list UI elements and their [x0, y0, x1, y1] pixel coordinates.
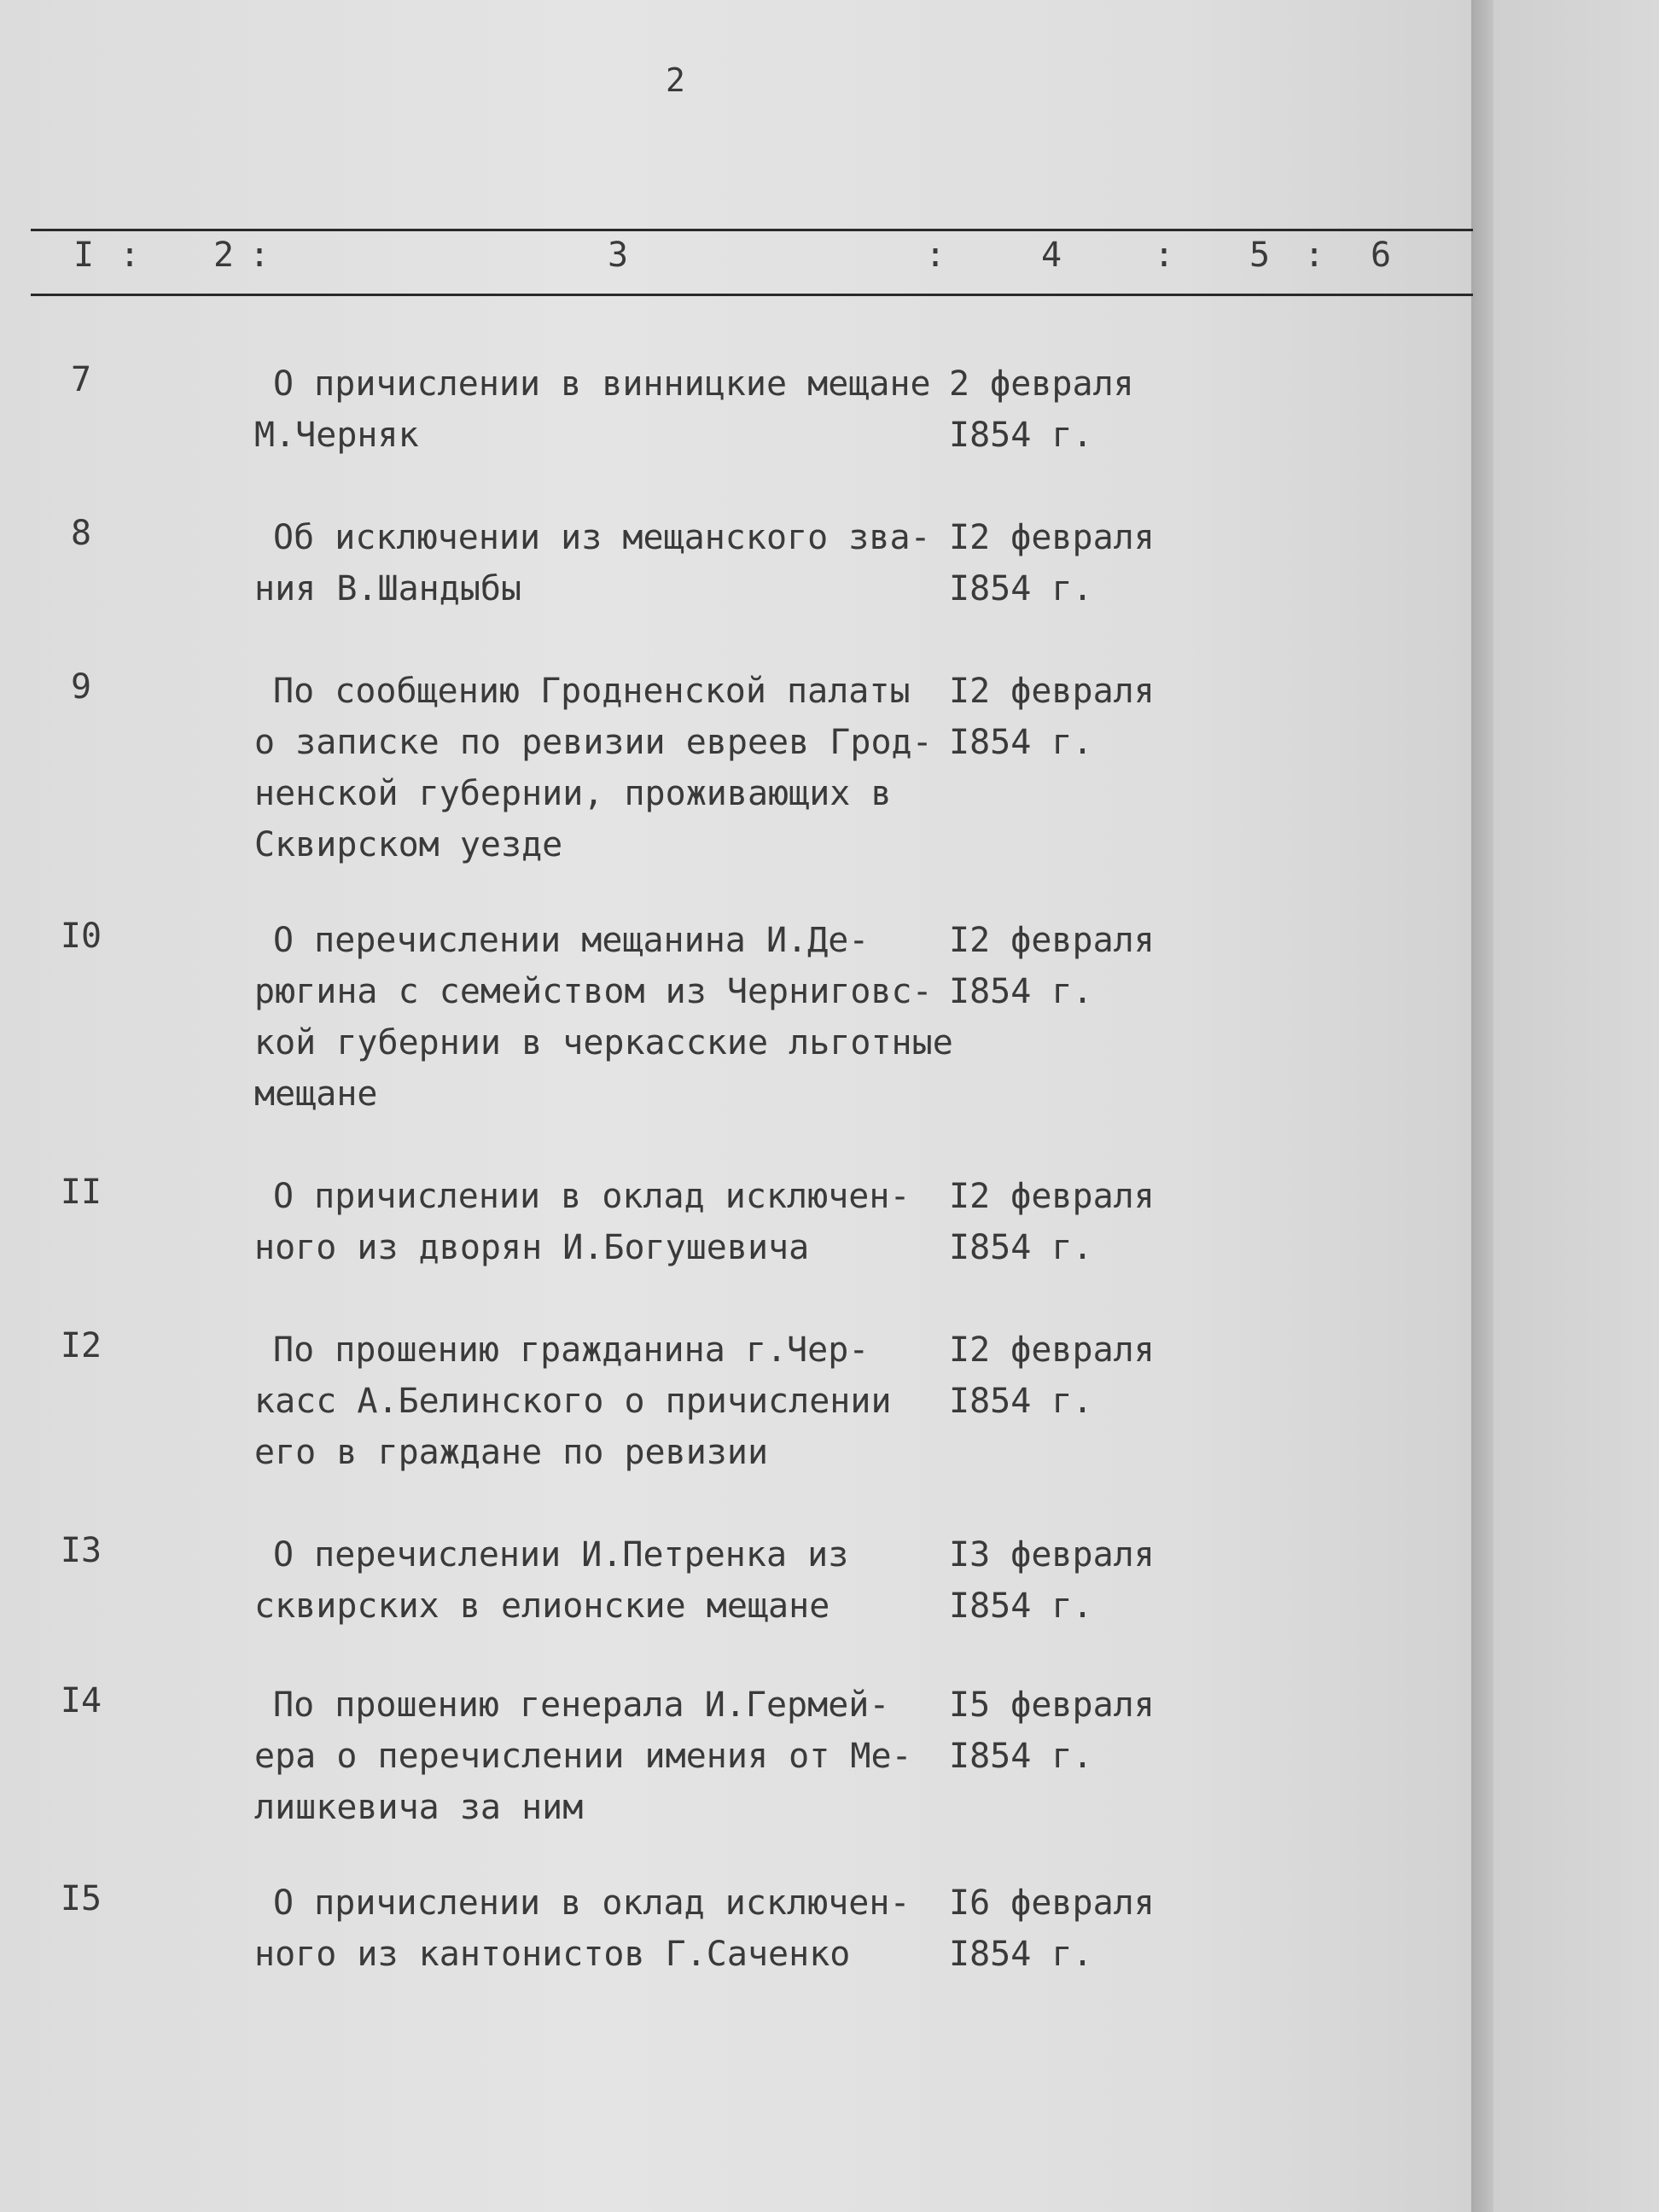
column-header-4: 4 [1041, 236, 1064, 275]
entry-title-line: Об исключении из мещанского зва- [273, 518, 931, 557]
entry-date-line: I2 февраля [949, 1330, 1155, 1370]
entry-title-line: Сквирском уезде [254, 825, 563, 864]
entry-title [254, 512, 954, 614]
entry-title-line: касс А.Белинского о причислении [254, 1382, 892, 1421]
header-bottom-rule [31, 294, 1473, 296]
entry-date-line: I2 февраля [949, 921, 1155, 960]
column-header-6: 6 [1371, 236, 1394, 275]
entry-date-line: 2 февраля [949, 364, 1134, 404]
entry-title [254, 915, 954, 1120]
entry-title [254, 358, 954, 461]
entry-number: I5 [60, 1879, 102, 1918]
entry-date [949, 1324, 1155, 1427]
entry-date-line: I854 г. [949, 1586, 1093, 1626]
entry-title-line: О перечислении И.Петренка из [273, 1535, 849, 1575]
column-separator: : [249, 236, 272, 275]
entry-date-line: I2 февраля [949, 518, 1155, 557]
entry-number: 7 [70, 360, 92, 399]
entry-title-line: По сообщению Гродненской палаты [273, 672, 911, 711]
entry-title-line: рюгина с семейством из Черниговс- [254, 972, 933, 1011]
entry-number: 8 [70, 514, 92, 553]
entry-date-line: I5 февраля [949, 1685, 1155, 1725]
entry-date-line: I6 февраля [949, 1883, 1155, 1923]
entry-date-line: I854 г. [949, 972, 1093, 1011]
entry-date-line: I854 г. [949, 1228, 1093, 1267]
entry-date-line: I854 г. [949, 723, 1093, 762]
entry-title-line: О перечислении мещанина И.Де- [273, 921, 870, 960]
entry-date [949, 1877, 1155, 1980]
entry-date-line: I2 февраля [949, 1177, 1155, 1216]
entry-number: I3 [60, 1531, 102, 1570]
column-separator: : [1304, 236, 1327, 275]
entry-title-line: его в граждане по ревизии [254, 1433, 769, 1472]
entry-title-line: лишкевича за ним [254, 1788, 584, 1827]
entry-title-line: О причислении в винницкие мещане [273, 364, 931, 404]
entry-title-line: ера о перечислении имения от Ме- [254, 1737, 912, 1776]
entry-number: 9 [70, 667, 92, 707]
entry-title-line: М.Черняк [254, 416, 419, 455]
entry-date-line: I3 февраля [949, 1535, 1155, 1575]
header-top-rule [31, 229, 1473, 231]
entry-date [949, 1679, 1155, 1782]
underlying-sheet [1493, 0, 1659, 2212]
column-header-5: 5 [1249, 236, 1272, 275]
entry-title-line: ненской губернии, проживающих в [254, 774, 892, 813]
entry-date [949, 1529, 1155, 1632]
entry-title-line: ного из дворян И.Богушевича [254, 1228, 810, 1267]
entry-date [949, 512, 1155, 614]
entry-date [949, 666, 1155, 768]
entry-date-line: I854 г. [949, 1382, 1093, 1421]
entry-date [949, 1171, 1155, 1273]
entry-date-line: I854 г. [949, 1737, 1093, 1776]
entry-title-line: О причислении в оклад исключен- [273, 1177, 911, 1216]
entry-number: I0 [60, 917, 102, 956]
column-separator: : [119, 236, 143, 275]
entry-title-line: ния В.Шандыбы [254, 569, 522, 608]
entry-title [254, 1877, 954, 1980]
entry-date-line: I854 г. [949, 416, 1093, 455]
entry-date [949, 358, 1134, 461]
column-separator: : [1154, 236, 1177, 275]
entry-title [254, 666, 954, 870]
entry-title-line: По прошению генерала И.Гермей- [273, 1685, 890, 1725]
column-header-2: 2 [213, 236, 236, 275]
entry-title-line: О причислении в оклад исключен- [273, 1883, 911, 1923]
page-number: 2 [666, 61, 685, 99]
column-separator: : [925, 236, 948, 275]
column-header-3: 3 [608, 236, 631, 275]
entry-title-line: о записке по ревизии евреев Грод- [254, 723, 933, 762]
entry-date-line: I2 февраля [949, 672, 1155, 711]
entry-title-line: сквирских в елионские мещане [254, 1586, 830, 1626]
entry-number: I4 [60, 1681, 102, 1720]
entry-title [254, 1529, 954, 1632]
entry-date [949, 915, 1155, 1017]
page-edge-shadow [1471, 0, 1493, 2212]
entry-title-line: По прошению гражданина г.Чер- [273, 1330, 870, 1370]
entry-title-line: кой губернии в черкасские льготные [254, 1023, 953, 1062]
entry-title-line: мещане [254, 1074, 378, 1114]
entry-title [254, 1679, 954, 1833]
entry-title [254, 1324, 954, 1478]
column-header-1: I [73, 236, 96, 275]
entry-number: II [60, 1173, 102, 1212]
entry-date-line: I854 г. [949, 1935, 1093, 1974]
entry-number: I2 [60, 1326, 102, 1365]
entry-date-line: I854 г. [949, 569, 1093, 608]
entry-title-line: ного из кантонистов Г.Саченко [254, 1935, 851, 1974]
entry-title [254, 1171, 954, 1273]
